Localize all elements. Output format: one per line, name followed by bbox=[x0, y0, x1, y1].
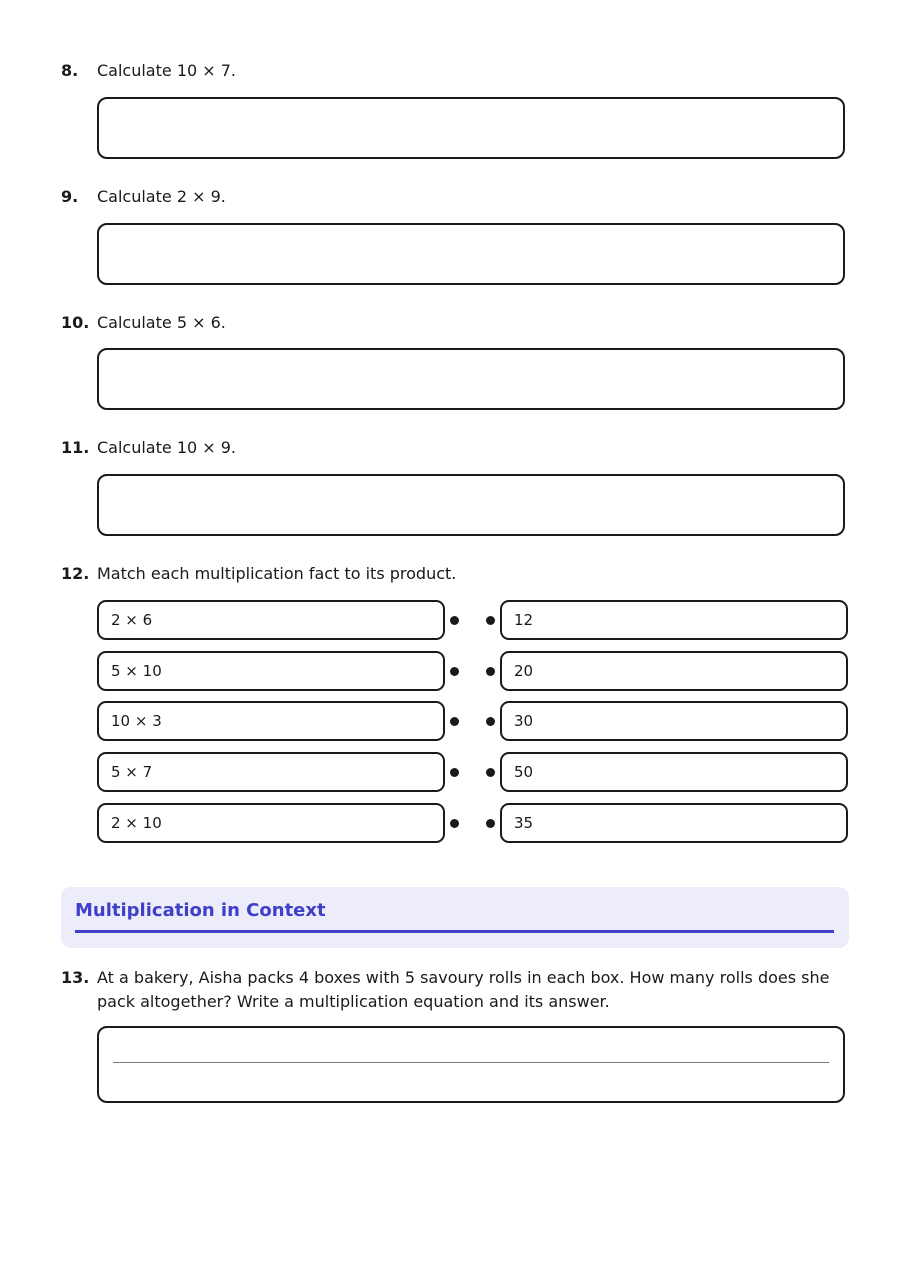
match-dot-right[interactable] bbox=[486, 616, 495, 625]
match-left-item: 10 × 3 bbox=[97, 701, 445, 741]
answer-box-9[interactable] bbox=[97, 223, 845, 285]
match-dot-right[interactable] bbox=[486, 819, 495, 828]
match-dot-right[interactable] bbox=[486, 768, 495, 777]
match-dot-left[interactable] bbox=[450, 616, 459, 625]
match-right-item: 30 bbox=[500, 701, 848, 741]
match-dot-left[interactable] bbox=[450, 819, 459, 828]
question-number: 10. bbox=[61, 313, 90, 332]
question-12 bbox=[61, 564, 456, 583]
match-left-item: 2 × 6 bbox=[97, 600, 445, 640]
question-8 bbox=[61, 61, 236, 80]
question-text: Calculate 10 × 9. bbox=[97, 438, 237, 457]
answer-box-10[interactable] bbox=[97, 348, 845, 410]
question-text: Match each multiplication fact to its product. bbox=[97, 564, 457, 583]
match-left-item: 5 × 10 bbox=[97, 651, 445, 691]
section-header bbox=[61, 887, 849, 948]
question-text: At a bakery, Aisha packs 4 boxes with 5 savoury rolls in each box. How many rolls does she pack altogether? Write a multiplication equation and its answer. bbox=[97, 968, 830, 1011]
match-right-item: 20 bbox=[500, 651, 848, 691]
match-dot-left[interactable] bbox=[450, 717, 459, 726]
match-right-item: 50 bbox=[500, 752, 848, 792]
match-dot-left[interactable] bbox=[450, 667, 459, 676]
match-dot-right[interactable] bbox=[486, 667, 495, 676]
question-number: 13. bbox=[61, 968, 90, 987]
question-number: 12. bbox=[61, 564, 90, 583]
match-right-item: 12 bbox=[500, 600, 848, 640]
question-10 bbox=[61, 313, 226, 332]
question-11 bbox=[61, 438, 236, 457]
question-text: Calculate 2 × 9. bbox=[97, 187, 226, 206]
question-number: 9. bbox=[61, 187, 79, 206]
answer-box-11[interactable] bbox=[97, 474, 845, 536]
answer-box-13[interactable] bbox=[97, 1026, 845, 1103]
match-left-item: 2 × 10 bbox=[97, 803, 445, 843]
match-dot-left[interactable] bbox=[450, 768, 459, 777]
section-title: Multiplication in Context bbox=[75, 900, 326, 921]
match-dot-right[interactable] bbox=[486, 717, 495, 726]
question-text: Calculate 10 × 7. bbox=[97, 61, 237, 80]
question-text: Calculate 5 × 6. bbox=[97, 313, 226, 332]
answer-box-8[interactable] bbox=[97, 97, 845, 159]
answer-line bbox=[113, 1062, 829, 1063]
match-right-item: 35 bbox=[500, 803, 848, 843]
section-underline bbox=[75, 930, 834, 933]
match-left-item: 5 × 7 bbox=[97, 752, 445, 792]
question-number: 8. bbox=[61, 61, 79, 80]
question-9 bbox=[61, 187, 226, 206]
question-number: 11. bbox=[61, 438, 90, 457]
